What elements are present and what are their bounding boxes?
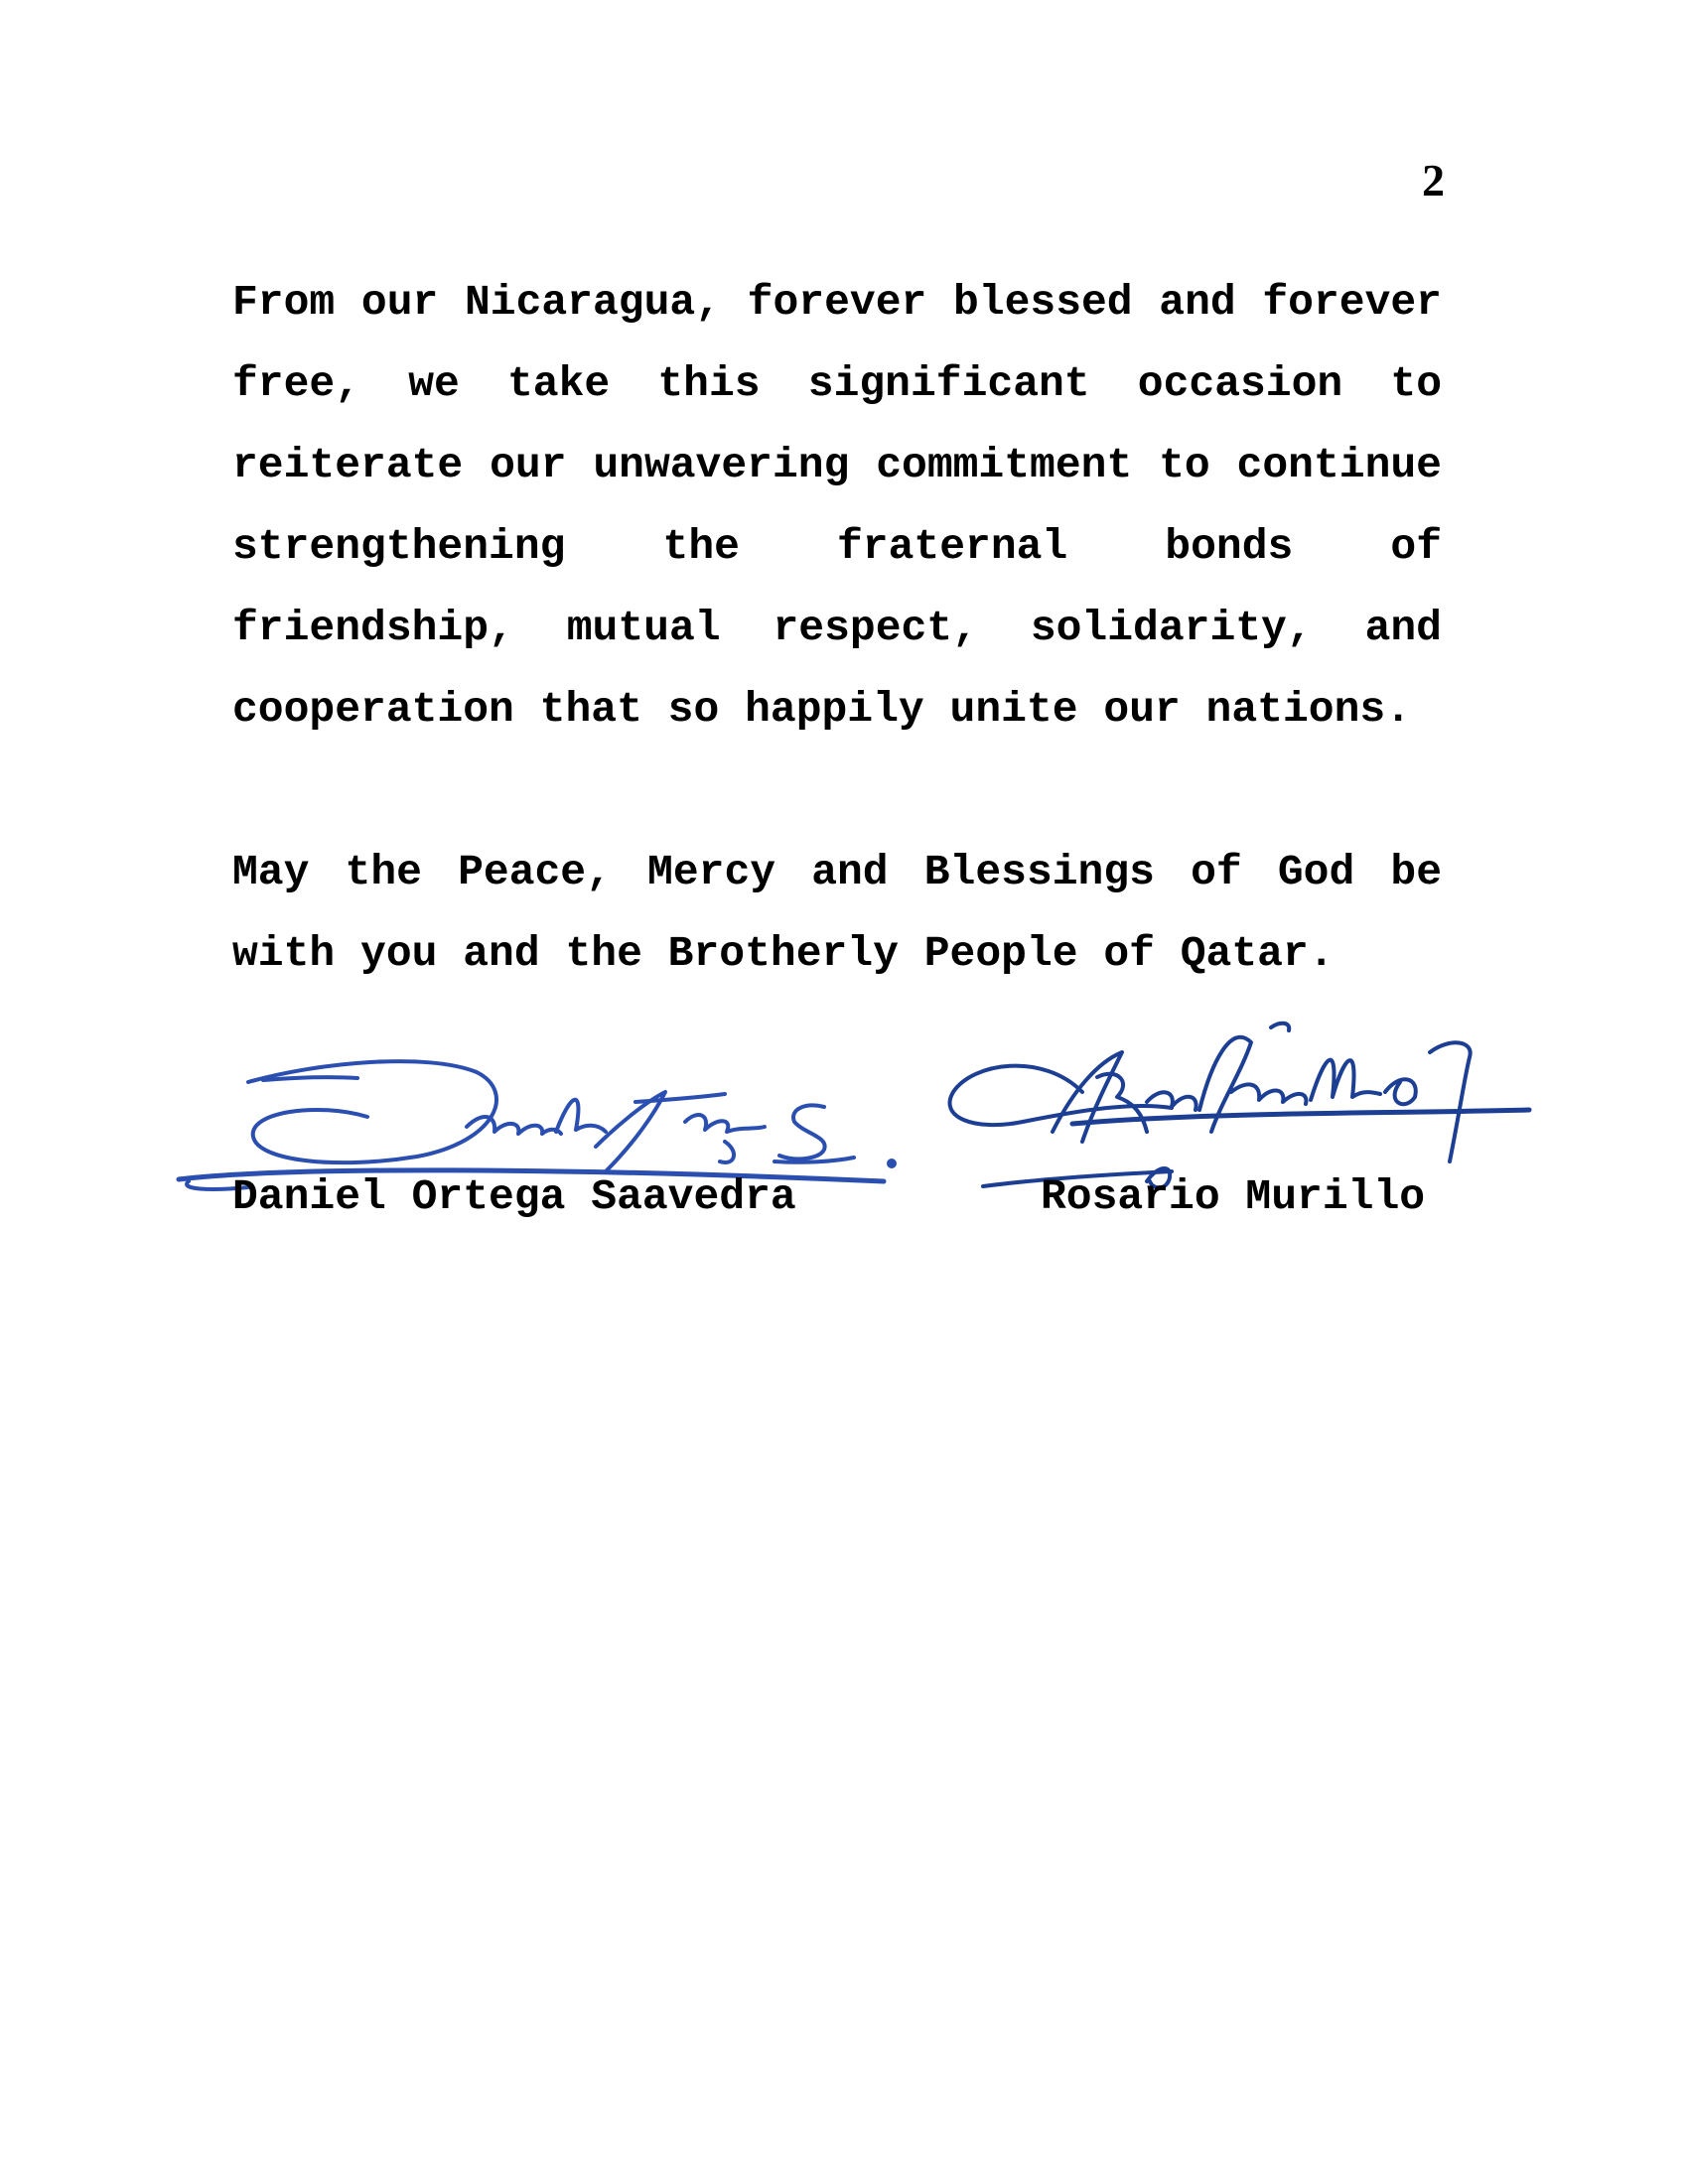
page-number: 2 [1422, 155, 1445, 205]
paragraph-friendship: From our Nicaragua, forever blessed and forever free, we take this significant occasion to reiterate our unwavering commitment to continue strengthening the fraternal bonds of friendship, mutual respect, solidarity, and cooperation that so happily unite our nations. [232, 278, 1442, 734]
signature-daniel-ortega [169, 1032, 904, 1191]
signatory-name-rosario: Rosario Murillo [1041, 1172, 1426, 1221]
signatory-name-daniel: Daniel Ortega Saavedra [232, 1172, 796, 1221]
paragraph-blessing: May the Peace, Mercy and Blessings of God be with you and the Brotherly People of Qatar. [232, 848, 1442, 978]
